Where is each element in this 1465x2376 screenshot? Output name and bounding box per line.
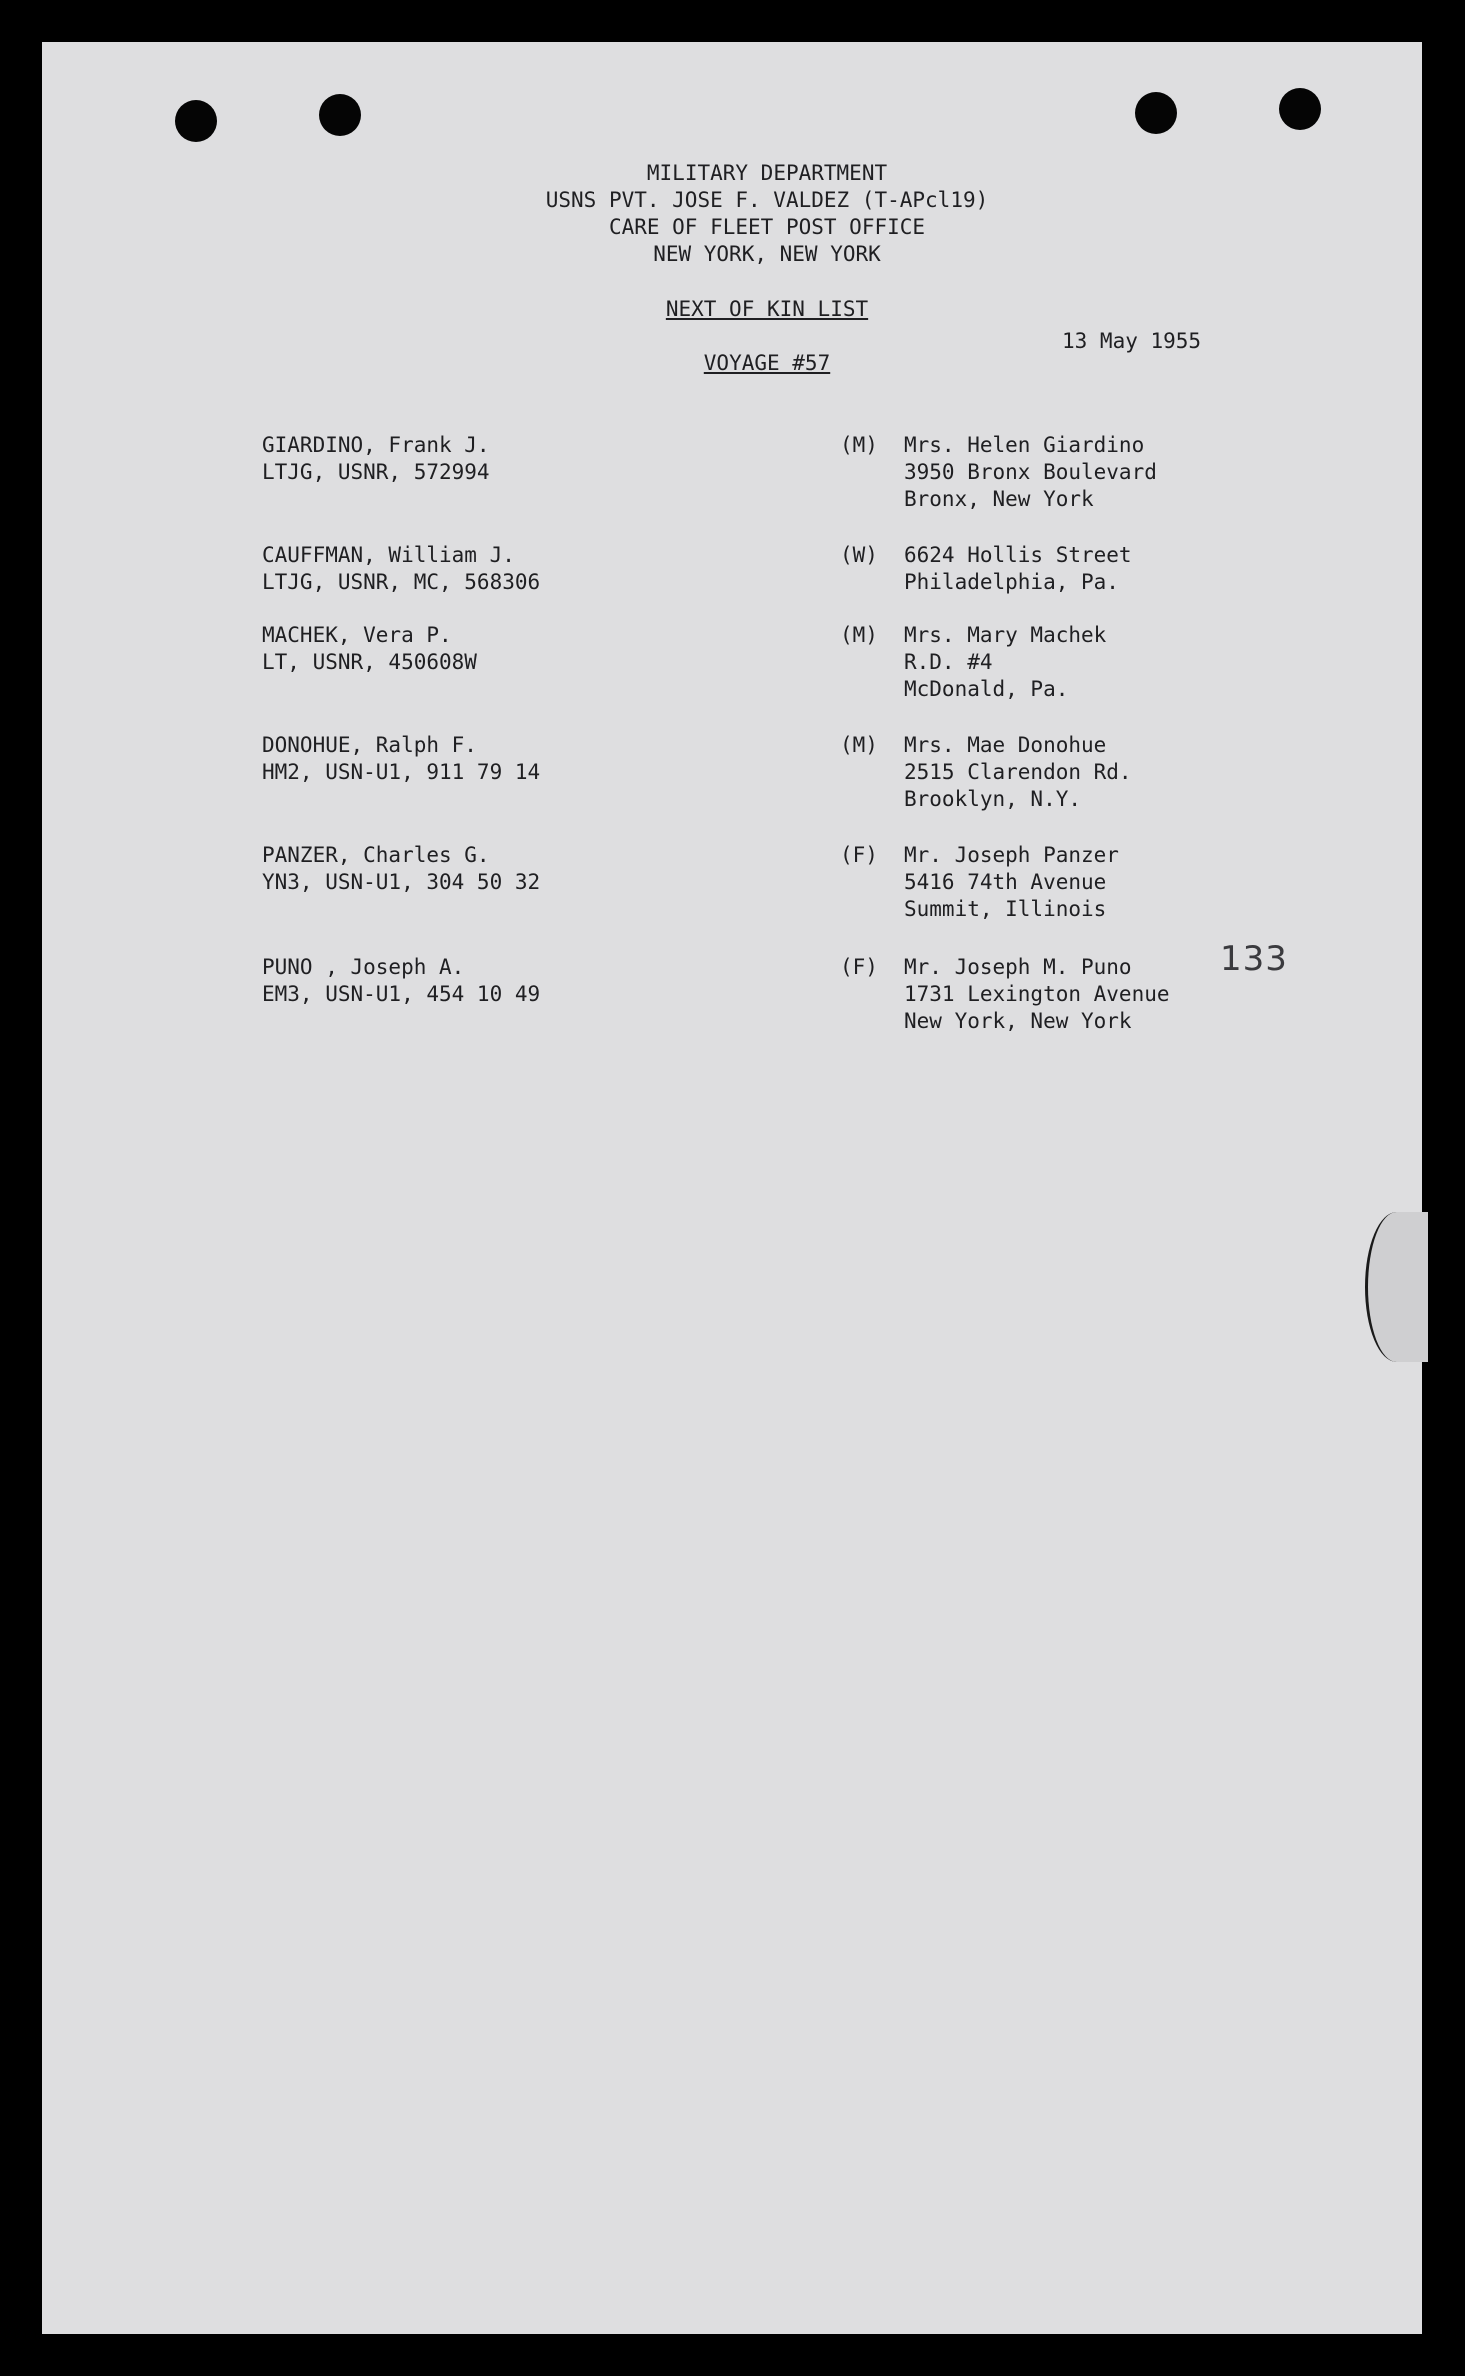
letterhead-line: MILITARY DEPARTMENT (646, 161, 888, 185)
next-of-kin (904, 432, 1264, 513)
next-of-kin (904, 622, 1264, 703)
relation-code: (F) (840, 843, 878, 867)
person-rank: LTJG, USNR, MC, 568306 (262, 570, 541, 594)
next-of-kin (904, 842, 1264, 923)
torn-edge (1365, 1212, 1428, 1362)
person-name: PANZER, Charles G. (262, 843, 490, 867)
kin-line: R.D. #4 (904, 650, 993, 674)
document-date: 13 May 1955 (1062, 329, 1202, 353)
next-of-kin (904, 732, 1264, 813)
voyage-number: VOYAGE #57 (703, 351, 831, 375)
person (262, 842, 802, 896)
relation-code: (F) (840, 955, 878, 979)
kin-line: McDonald, Pa. (904, 677, 1069, 701)
kin-line: 6624 Hollis Street (904, 543, 1132, 567)
person-rank: HM2, USN-U1, 911 79 14 (262, 760, 541, 784)
person (262, 732, 802, 786)
kin-line: Summit, Illinois (904, 897, 1107, 921)
relation-code: (M) (840, 733, 878, 757)
punch-hole (1135, 92, 1177, 134)
kin-line: New York, New York (904, 1009, 1132, 1033)
list-title: NEXT OF KIN LIST (665, 297, 869, 321)
kin-line: Mrs. Mary Machek (904, 623, 1107, 647)
kin-line: 1731 Lexington Avenue (904, 982, 1170, 1006)
person-rank: EM3, USN-U1, 454 10 49 (262, 982, 541, 1006)
kin-line: Mrs. Helen Giardino (904, 433, 1145, 457)
person-name: CAUFFMAN, William J. (262, 543, 515, 567)
kin-line: Philadelphia, Pa. (904, 570, 1119, 594)
punch-hole (1279, 88, 1321, 130)
letterhead (462, 160, 1072, 268)
kin-line: 3950 Bronx Boulevard (904, 460, 1157, 484)
punch-hole (319, 94, 361, 136)
page-number: 133 (1220, 939, 1288, 979)
person-name: PUNO , Joseph A. (262, 955, 465, 979)
kin-line: Brooklyn, N.Y. (904, 787, 1082, 811)
letterhead-line: CARE OF FLEET POST OFFICE (608, 215, 926, 239)
person (262, 542, 802, 596)
person-name: DONOHUE, Ralph F. (262, 733, 477, 757)
person-rank: YN3, USN-U1, 304 50 32 (262, 870, 541, 894)
relation-code: (M) (840, 623, 878, 647)
kin-line: Bronx, New York (904, 487, 1094, 511)
person (262, 432, 802, 486)
kin-line: 2515 Clarendon Rd. (904, 760, 1132, 784)
person (262, 954, 802, 1008)
relation-code: (W) (840, 543, 878, 567)
person-rank: LT, USNR, 450608W (262, 650, 477, 674)
kin-line: 5416 74th Avenue (904, 870, 1107, 894)
letterhead-line: USNS PVT. JOSE F. VALDEZ (T-APcl19) (545, 188, 989, 212)
person-rank: LTJG, USNR, 572994 (262, 460, 490, 484)
kin-line: Mr. Joseph Panzer (904, 843, 1119, 867)
relation-code: (M) (840, 433, 878, 457)
kin-line: Mrs. Mae Donohue (904, 733, 1107, 757)
next-of-kin (904, 954, 1264, 1035)
next-of-kin (904, 542, 1264, 596)
person-name: GIARDINO, Frank J. (262, 433, 490, 457)
kin-line: Mr. Joseph M. Puno (904, 955, 1132, 979)
person-name: MACHEK, Vera P. (262, 623, 452, 647)
punch-hole (175, 100, 217, 142)
letterhead-line: NEW YORK, NEW YORK (653, 242, 881, 266)
document-page (42, 42, 1422, 2334)
person (262, 622, 802, 676)
